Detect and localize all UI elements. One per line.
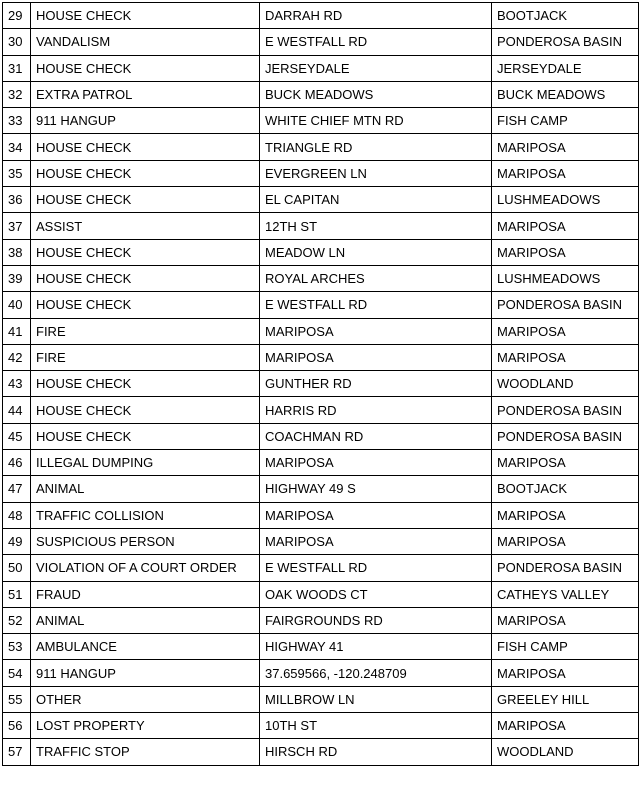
area-cell: GREELEY HILL <box>492 686 639 712</box>
incident-type-cell: OTHER <box>31 686 260 712</box>
incident-type-cell: HOUSE CHECK <box>31 423 260 449</box>
location-cell: MARIPOSA <box>260 318 492 344</box>
row-number-cell: 54 <box>3 660 31 686</box>
table-row <box>3 555 639 581</box>
row-number-cell: 36 <box>3 187 31 213</box>
table-row <box>3 108 639 134</box>
location-cell: E WESTFALL RD <box>260 555 492 581</box>
incident-type-cell: HOUSE CHECK <box>31 187 260 213</box>
location-cell: MARIPOSA <box>260 344 492 370</box>
table-row <box>3 81 639 107</box>
area-cell: CATHEYS VALLEY <box>492 581 639 607</box>
incident-type-cell: HOUSE CHECK <box>31 265 260 291</box>
row-number-cell: 32 <box>3 81 31 107</box>
area-cell: FISH CAMP <box>492 108 639 134</box>
row-number-cell: 42 <box>3 344 31 370</box>
location-cell: E WESTFALL RD <box>260 292 492 318</box>
row-number-cell: 46 <box>3 450 31 476</box>
location-cell: 12TH ST <box>260 213 492 239</box>
row-number-cell: 48 <box>3 502 31 528</box>
location-cell: HIGHWAY 41 <box>260 634 492 660</box>
table-row <box>3 607 639 633</box>
incident-type-cell: ILLEGAL DUMPING <box>31 450 260 476</box>
location-cell: ROYAL ARCHES <box>260 265 492 291</box>
area-cell: MARIPOSA <box>492 713 639 739</box>
area-cell: PONDEROSA BASIN <box>492 397 639 423</box>
incident-type-cell: HOUSE CHECK <box>31 55 260 81</box>
area-cell: WOODLAND <box>492 371 639 397</box>
row-number-cell: 47 <box>3 476 31 502</box>
location-cell: DARRAH RD <box>260 3 492 29</box>
row-number-cell: 34 <box>3 134 31 160</box>
table-row <box>3 686 639 712</box>
row-number-cell: 29 <box>3 3 31 29</box>
incident-type-cell: FIRE <box>31 344 260 370</box>
area-cell: MARIPOSA <box>492 134 639 160</box>
row-number-cell: 53 <box>3 634 31 660</box>
location-cell: 37.659566, -120.248709 <box>260 660 492 686</box>
row-number-cell: 39 <box>3 265 31 291</box>
table-row <box>3 397 639 423</box>
location-cell: JERSEYDALE <box>260 55 492 81</box>
incident-type-cell: ANIMAL <box>31 607 260 633</box>
location-cell: OAK WOODS CT <box>260 581 492 607</box>
table-row <box>3 265 639 291</box>
area-cell: MARIPOSA <box>492 528 639 554</box>
row-number-cell: 44 <box>3 397 31 423</box>
table-row <box>3 423 639 449</box>
incident-type-cell: HOUSE CHECK <box>31 292 260 318</box>
table-row <box>3 187 639 213</box>
location-cell: HARRIS RD <box>260 397 492 423</box>
incident-type-cell: SUSPICIOUS PERSON <box>31 528 260 554</box>
table-row <box>3 292 639 318</box>
area-cell: MARIPOSA <box>492 660 639 686</box>
row-number-cell: 31 <box>3 55 31 81</box>
table-row <box>3 739 639 765</box>
table-row <box>3 528 639 554</box>
location-cell: HIRSCH RD <box>260 739 492 765</box>
table-row <box>3 3 639 29</box>
location-cell: E WESTFALL RD <box>260 29 492 55</box>
row-number-cell: 51 <box>3 581 31 607</box>
location-cell: FAIRGROUNDS RD <box>260 607 492 633</box>
row-number-cell: 30 <box>3 29 31 55</box>
row-number-cell: 35 <box>3 160 31 186</box>
location-cell: MILLBROW LN <box>260 686 492 712</box>
location-cell: MARIPOSA <box>260 450 492 476</box>
incident-type-cell: VIOLATION OF A COURT ORDER <box>31 555 260 581</box>
table-row <box>3 55 639 81</box>
incident-log-body <box>3 3 639 766</box>
row-number-cell: 41 <box>3 318 31 344</box>
table-row <box>3 134 639 160</box>
location-cell: 10TH ST <box>260 713 492 739</box>
table-row <box>3 660 639 686</box>
table-row <box>3 476 639 502</box>
incident-type-cell: HOUSE CHECK <box>31 160 260 186</box>
incident-log-table <box>2 2 639 766</box>
incident-type-cell: 911 HANGUP <box>31 660 260 686</box>
area-cell: LUSHMEADOWS <box>492 265 639 291</box>
area-cell: MARIPOSA <box>492 607 639 633</box>
incident-type-cell: TRAFFIC COLLISION <box>31 502 260 528</box>
row-number-cell: 33 <box>3 108 31 134</box>
table-row <box>3 239 639 265</box>
table-row <box>3 318 639 344</box>
incident-type-cell: HOUSE CHECK <box>31 239 260 265</box>
location-cell: MARIPOSA <box>260 528 492 554</box>
incident-type-cell: HOUSE CHECK <box>31 134 260 160</box>
area-cell: PONDEROSA BASIN <box>492 29 639 55</box>
location-cell: COACHMAN RD <box>260 423 492 449</box>
area-cell: PONDEROSA BASIN <box>492 292 639 318</box>
table-row <box>3 213 639 239</box>
area-cell: BOOTJACK <box>492 3 639 29</box>
row-number-cell: 37 <box>3 213 31 239</box>
incident-type-cell: EXTRA PATROL <box>31 81 260 107</box>
row-number-cell: 38 <box>3 239 31 265</box>
location-cell: TRIANGLE RD <box>260 134 492 160</box>
incident-type-cell: HOUSE CHECK <box>31 397 260 423</box>
incident-type-cell: HOUSE CHECK <box>31 371 260 397</box>
area-cell: MARIPOSA <box>492 318 639 344</box>
row-number-cell: 49 <box>3 528 31 554</box>
table-row <box>3 371 639 397</box>
incident-type-cell: 911 HANGUP <box>31 108 260 134</box>
table-row <box>3 160 639 186</box>
table-row <box>3 634 639 660</box>
table-row <box>3 450 639 476</box>
incident-type-cell: TRAFFIC STOP <box>31 739 260 765</box>
area-cell: MARIPOSA <box>492 344 639 370</box>
area-cell: BUCK MEADOWS <box>492 81 639 107</box>
location-cell: MEADOW LN <box>260 239 492 265</box>
area-cell: MARIPOSA <box>492 450 639 476</box>
area-cell: PONDEROSA BASIN <box>492 555 639 581</box>
location-cell: HIGHWAY 49 S <box>260 476 492 502</box>
area-cell: LUSHMEADOWS <box>492 187 639 213</box>
incident-type-cell: LOST PROPERTY <box>31 713 260 739</box>
area-cell: BOOTJACK <box>492 476 639 502</box>
incident-type-cell: HOUSE CHECK <box>31 3 260 29</box>
area-cell: PONDEROSA BASIN <box>492 423 639 449</box>
table-row <box>3 581 639 607</box>
location-cell: EL CAPITAN <box>260 187 492 213</box>
area-cell: MARIPOSA <box>492 502 639 528</box>
area-cell: MARIPOSA <box>492 239 639 265</box>
incident-type-cell: ANIMAL <box>31 476 260 502</box>
table-row <box>3 29 639 55</box>
location-cell: EVERGREEN LN <box>260 160 492 186</box>
area-cell: FISH CAMP <box>492 634 639 660</box>
row-number-cell: 52 <box>3 607 31 633</box>
location-cell: BUCK MEADOWS <box>260 81 492 107</box>
incident-type-cell: FIRE <box>31 318 260 344</box>
table-row <box>3 344 639 370</box>
row-number-cell: 57 <box>3 739 31 765</box>
row-number-cell: 55 <box>3 686 31 712</box>
area-cell: JERSEYDALE <box>492 55 639 81</box>
area-cell: MARIPOSA <box>492 213 639 239</box>
row-number-cell: 45 <box>3 423 31 449</box>
incident-type-cell: VANDALISM <box>31 29 260 55</box>
location-cell: WHITE CHIEF MTN RD <box>260 108 492 134</box>
incident-type-cell: FRAUD <box>31 581 260 607</box>
row-number-cell: 40 <box>3 292 31 318</box>
row-number-cell: 56 <box>3 713 31 739</box>
table-row <box>3 502 639 528</box>
row-number-cell: 43 <box>3 371 31 397</box>
location-cell: GUNTHER RD <box>260 371 492 397</box>
location-cell: MARIPOSA <box>260 502 492 528</box>
area-cell: MARIPOSA <box>492 160 639 186</box>
row-number-cell: 50 <box>3 555 31 581</box>
area-cell: WOODLAND <box>492 739 639 765</box>
incident-type-cell: AMBULANCE <box>31 634 260 660</box>
incident-type-cell: ASSIST <box>31 213 260 239</box>
table-row <box>3 713 639 739</box>
